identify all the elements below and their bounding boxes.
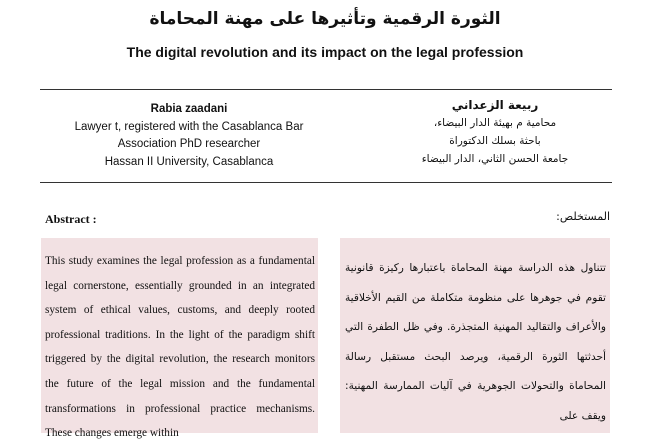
author-affiliation-line: Association PhD researcher — [117, 138, 261, 150]
header-divider-bottom — [40, 182, 612, 183]
author-block-arabic — [395, 96, 595, 168]
author-name-english: Rabia zaadani — [150, 103, 228, 115]
abstract-box-english — [41, 238, 318, 440]
abstract-box-arabic — [340, 238, 610, 433]
abstract-text-english: This study examines the legal profession as a fundamental legal cornerstone, essentially grounded in an integrated system of ethical values, customs, and deeply rooted professional traditions. In the light of the paradigm shift triggered by the digital revolution, the research monitors the future of the legal mission and the fundamental transformations in professional practice mechanisms. These changes emerge within — [45, 255, 315, 440]
abstract-heading-arabic: المستخلص: — [556, 210, 610, 223]
abstract-text-arabic: تتناول هذه الدراسة مهنة المحاماة باعتبارها ركيزة قانونية تقوم في جوهرها على منظومة متكاملة من القيم الأخلاقية والأعراف والتقاليد المهنية المتجذرة. وفي ظل الطفرة التي أحدثتها الثورة الرقمية، ويرصد البحث مستقبل رسالة المحاماة والتحولات الجوهرية في آليات الممارسة المهنية: ويقف على — [345, 262, 606, 422]
abstract-heading-english: Abstract : — [45, 212, 97, 226]
author-affiliation-line-arabic: باحثة بسلك الدكتوراة — [449, 135, 541, 147]
header-divider-top — [40, 89, 612, 90]
paper-title-english: The digital revolution and its impact on the legal profession — [126, 44, 524, 60]
paper-title-arabic: الثورة الرقمية وتأثيرها على مهنة المحاماة — [149, 9, 501, 29]
author-affiliation-line: Hassan II University, Casablanca — [104, 155, 274, 168]
author-affiliation-line-arabic: جامعة الحسن الثاني، الدار البيضاء — [421, 153, 569, 165]
author-block-english — [44, 101, 334, 171]
author-affiliation-line-arabic: محامية م بهيئة الدار البيضاء، — [433, 117, 557, 129]
author-name-arabic: ربيعة الزعداني — [451, 98, 539, 112]
author-affiliation-line: Lawyer t, registered with the Casablanca Bar — [74, 120, 304, 133]
